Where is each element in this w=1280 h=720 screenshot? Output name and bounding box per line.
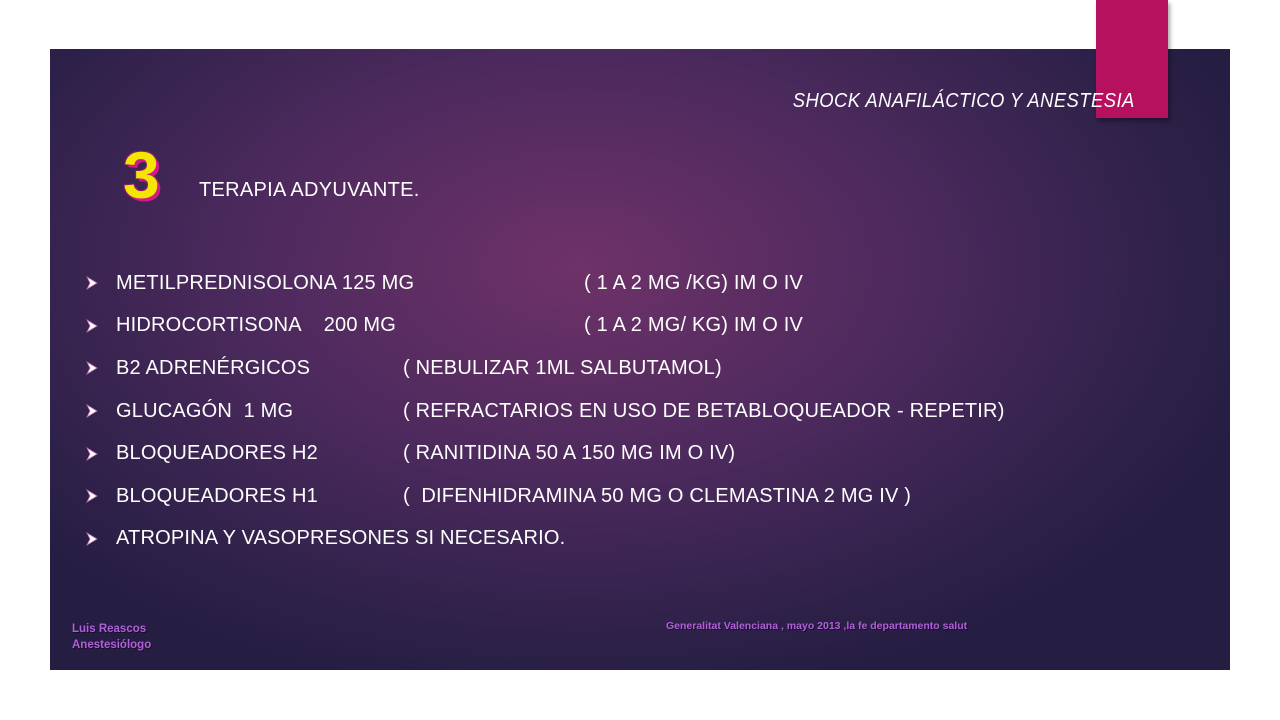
drug-name: ATROPINA Y VASOPRESONES SI NECESARIO. [116,527,566,550]
list-item [86,432,1005,475]
drug-detail: ( 1 A 2 MG /KG) IM O IV [584,271,804,294]
drug-detail: ( DIFENHIDRAMINA 50 MG O CLEMASTINA 2 MG IV ) [403,484,912,507]
arrow-bullet-icon [86,489,116,503]
footer-source: Generalitat Valenciana , mayo 2013 ,la fe departamento salut [666,620,968,632]
list-item [86,390,1005,433]
drug-detail: ( 1 A 2 MG/ KG) IM O IV [584,314,804,337]
drug-name: METILPREDNISOLONA 125 MG [116,271,415,294]
drug-detail: ( REFRACTARIOS EN USO DE BETABLOQUEADOR - REPETIR) [403,399,1005,422]
section-number: 3 [123,138,160,212]
arrow-bullet-icon [86,532,116,546]
drug-detail: ( RANITIDINA 50 A 150 MG IM O IV) [403,442,736,465]
drug-name: BLOQUEADORES H2 [116,442,318,465]
arrow-bullet-icon [86,276,116,290]
arrow-bullet-icon [86,319,116,333]
list-item [86,305,1005,348]
drug-detail: ( NEBULIZAR 1ML SALBUTAMOL) [403,356,722,379]
arrow-bullet-icon [86,361,116,375]
arrow-bullet-icon [86,404,116,418]
slide-header-title: SHOCK ANAFILÁCTICO Y ANESTESIA [792,90,1135,112]
list-item [86,518,1005,561]
section-title: TERAPIA ADYUVANTE. [199,179,420,201]
drug-name: HIDROCORTISONA 200 MG [116,314,397,337]
arrow-bullet-icon [86,447,116,461]
drug-name: B2 ADRENÉRGICOS [116,356,311,379]
list-item [86,475,1005,518]
list-item [86,262,1005,305]
author-role: Anestesiólogo [72,639,152,651]
drug-name: BLOQUEADORES H1 [116,484,318,507]
list-item [86,347,1005,390]
author-name: Luis Reascos [72,623,147,635]
therapy-list [86,262,1005,560]
footer-author [72,621,151,653]
drug-name: GLUCAGÓN 1 MG [116,399,294,422]
